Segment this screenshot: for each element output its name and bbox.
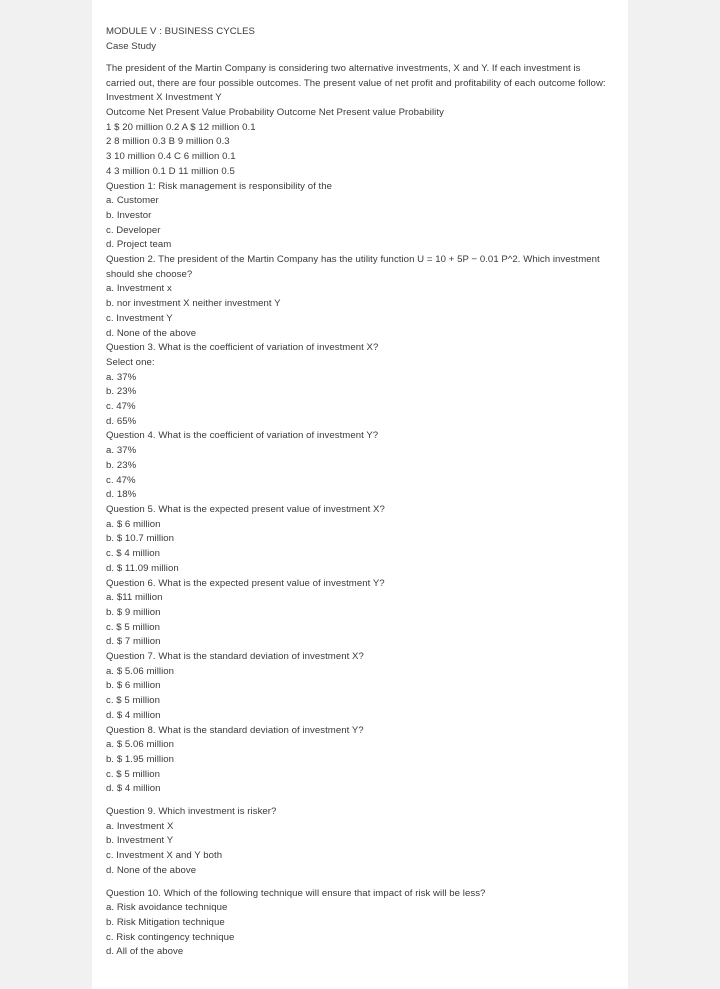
- option: c. Investment Y: [106, 312, 173, 324]
- option: a. $11 million: [106, 592, 163, 604]
- option: a. Investment x: [106, 283, 172, 295]
- option: b. 23%: [106, 459, 137, 471]
- question-text: Question 2. The president of the Martin Company has the utility function U = 10 + 5P − 0.01 P^2. Which investment should she choose?: [106, 254, 600, 280]
- option: a. $ 5.06 million: [106, 739, 175, 751]
- question-text: Question 5. What is the expected present value of investment X?: [106, 504, 385, 515]
- spacer: [106, 54, 611, 62]
- option: b. $ 1.95 million: [106, 753, 175, 765]
- option: b. $ 9 million: [106, 606, 161, 618]
- document-content: [106, 25, 611, 960]
- option: c. Developer: [106, 224, 161, 236]
- question-text: Question 7. What is the standard deviation of investment X?: [106, 651, 364, 663]
- spacer: [106, 797, 611, 805]
- question-4: [106, 429, 611, 503]
- document-page: [92, 0, 628, 989]
- option: c. $ 5 million: [106, 695, 161, 707]
- option: c. Risk contingency technique: [106, 931, 235, 943]
- question-9: [106, 805, 611, 879]
- option: d. All of the above: [106, 946, 184, 958]
- question-text: Question 6. What is the expected present value of investment Y?: [106, 577, 385, 589]
- option: d. None of the above: [106, 864, 197, 876]
- option: c. $ 4 million: [106, 548, 161, 560]
- select-one-label: Select one:: [106, 356, 155, 368]
- question-7: [106, 650, 611, 724]
- question-5: [106, 503, 611, 577]
- option: d. None of the above: [106, 327, 197, 339]
- table-title: Investment X Investment Y: [106, 92, 222, 104]
- option: c. 47%: [106, 474, 136, 486]
- question-text: Question 10. Which of the following technique will ensure that impact of risk will be less?: [106, 887, 486, 899]
- option: a. $ 6 million: [106, 518, 161, 530]
- option: a. 37%: [106, 445, 137, 457]
- question-text: Question 4. What is the coefficient of variation of investment Y?: [106, 430, 379, 442]
- table-row: 3 10 million 0.4 C 6 million 0.1: [106, 151, 236, 163]
- question-6: [106, 577, 611, 651]
- option: d. Project team: [106, 239, 172, 251]
- option: a. $ 5.06 million: [106, 665, 175, 677]
- question-text: Question 8. What is the standard deviation of investment Y?: [106, 724, 364, 736]
- option: c. 47%: [106, 401, 136, 413]
- option: c. Investment X and Y both: [106, 850, 223, 862]
- option: d. $ 4 million: [106, 709, 161, 721]
- case-study-subtitle: Case Study: [106, 40, 157, 52]
- question-8: [106, 724, 611, 798]
- question-1: [106, 180, 611, 254]
- option: b. Investor: [106, 209, 152, 221]
- option: d. $ 11.09 million: [106, 562, 179, 574]
- option: b. $ 6 million: [106, 680, 161, 692]
- option: c. $ 5 million: [106, 768, 161, 780]
- option: a. Risk avoidance technique: [106, 902, 228, 914]
- question-text: Question 1: Risk management is responsibility of the: [106, 180, 333, 192]
- option: d. 65%: [106, 415, 137, 427]
- option: b. nor investment X neither investment Y: [106, 298, 281, 310]
- question-text: Question 9. Which investment is risker?: [106, 806, 277, 818]
- option: d. $ 4 million: [106, 783, 161, 795]
- intro-paragraph: The president of the Martin Company is considering two alternative investments, X and Y. If each investment is carried out, there are four possible outcomes. The present value of net profit and profitability of each outcome follow:: [106, 62, 606, 89]
- table-row: 2 8 million 0.3 B 9 million 0.3: [106, 136, 230, 148]
- option: a. 37%: [106, 371, 137, 383]
- option: c. $ 5 million: [106, 621, 161, 633]
- module-title: MODULE V : BUSINESS CYCLES: [106, 26, 255, 37]
- table-row: 1 $ 20 million 0.2 A $ 12 million 0.1: [106, 121, 256, 133]
- option: a. Customer: [106, 195, 159, 207]
- question-text: Question 3. What is the coefficient of variation of investment X?: [106, 342, 379, 354]
- option: b. Risk Mitigation technique: [106, 916, 225, 928]
- question-3: [106, 341, 611, 429]
- option: d. 18%: [106, 489, 137, 501]
- option: b. 23%: [106, 386, 137, 398]
- table-row: 4 3 million 0.1 D 11 million 0.5: [106, 165, 235, 177]
- spacer: [106, 879, 611, 887]
- option: b. Investment Y: [106, 835, 174, 847]
- option: b. $ 10.7 million: [106, 533, 175, 545]
- table-header: Outcome Net Present Value Probability Outcome Net Present value Probability: [106, 107, 444, 119]
- question-10: [106, 887, 611, 961]
- option: d. $ 7 million: [106, 636, 161, 648]
- question-2: [106, 253, 611, 341]
- option: a. Investment X: [106, 820, 174, 832]
